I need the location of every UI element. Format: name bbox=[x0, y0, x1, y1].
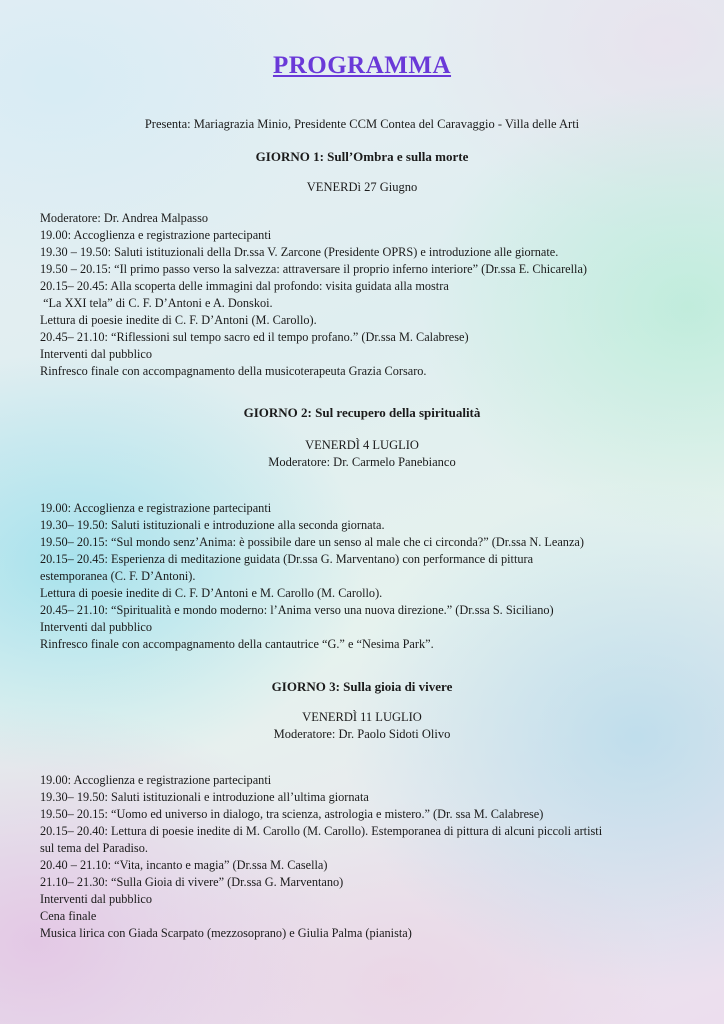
schedule-line: 19.00: Accoglienza e registrazione partecipanti bbox=[40, 228, 272, 242]
schedule-line: Musica lirica con Giada Scarpato (mezzosoprano) e Giulia Palma (pianista) bbox=[40, 926, 412, 940]
day3-schedule bbox=[40, 772, 700, 942]
schedule-line: 19.50– 20.15: “Uomo ed universo in dialogo, tra scienza, astrologia e mistero.” (Dr. ssa M. Calabrese) bbox=[40, 807, 544, 821]
schedule-line: Interventi dal pubblico bbox=[40, 892, 153, 906]
schedule-line: Rinfresco finale con accompagnamento della musicoterapeuta Grazia Corsaro. bbox=[40, 364, 427, 378]
schedule-line: Moderatore: Dr. Andrea Malpasso bbox=[40, 211, 209, 225]
schedule-line: Rinfresco finale con accompagnamento della cantautrice “G.” e “Nesima Park”. bbox=[40, 637, 434, 651]
day3-heading: GIORNO 3: Sulla gioia di vivere bbox=[271, 679, 453, 694]
schedule-line: 20.15– 20.45: Esperienza di meditazione guidata (Dr.ssa G. Marventano) con performance di pittura bbox=[40, 552, 534, 566]
schedule-line: 20.45– 21.10: “Riflessioni sul tempo sacro ed il tempo profano.” (Dr.ssa M. Calabrese) bbox=[40, 330, 469, 344]
schedule-line: 19.30 – 19.50: Saluti istituzionali della Dr.ssa V. Zarcone (Presidente OPRS) e introduzione alle giornate. bbox=[40, 245, 559, 259]
page-title: PROGRAMMA bbox=[272, 52, 452, 79]
schedule-line: Cena finale bbox=[40, 909, 97, 923]
schedule-line: 19.00: Accoglienza e registrazione partecipanti bbox=[40, 773, 272, 787]
schedule-line: 19.30– 19.50: Saluti istituzionali e introduzione all’ultima giornata bbox=[40, 790, 369, 804]
day1-schedule bbox=[40, 210, 700, 380]
day1-date: VENERDì 27 Giugno bbox=[306, 180, 418, 194]
schedule-line: sul tema del Paradiso. bbox=[40, 841, 148, 855]
schedule-line: 20.15– 20.45: Alla scoperta delle immagini dal profondo: visita guidata alla mostra bbox=[40, 279, 449, 293]
day2-schedule bbox=[40, 500, 700, 653]
schedule-line: 20.45– 21.10: “Spiritualità e mondo moderno: l’Anima verso una nuova direzione.” (Dr.ssa S. Siciliano) bbox=[40, 603, 554, 617]
day2-heading: GIORNO 2: Sul recupero della spiritualità bbox=[243, 405, 481, 420]
schedule-line: estemporanea (C. F. D’Antoni). bbox=[40, 569, 196, 583]
schedule-line: 19.50– 20.15: “Sul mondo senz’Anima: è possibile dare un senso al male che ci circonda?” (Dr.ssa N. Leanza) bbox=[40, 535, 584, 549]
schedule-line: 19.30– 19.50: Saluti istituzionali e introduzione alla seconda giornata. bbox=[40, 518, 385, 532]
schedule-line: 19.50 – 20.15: “Il primo passo verso la salvezza: attraversare il proprio inferno interiore” (Dr.ssa E. Chicarella) bbox=[40, 262, 588, 276]
schedule-line: Interventi dal pubblico bbox=[40, 620, 153, 634]
schedule-line: 20.15– 20.40: Lettura di poesie inedite di M. Carollo (M. Carollo). Estemporanea di pittura di alcuni piccoli artisti bbox=[40, 824, 603, 838]
schedule-line: Lettura di poesie inedite di C. F. D’Antoni (M. Carollo). bbox=[40, 313, 317, 327]
schedule-line: 20.40 – 21.10: “Vita, incanto e magia” (Dr.ssa M. Casella) bbox=[40, 858, 328, 872]
schedule-line: 19.00: Accoglienza e registrazione partecipanti bbox=[40, 501, 272, 515]
day2-date: VENERDÌ 4 LUGLIO bbox=[305, 438, 419, 452]
day1-heading: GIORNO 1: Sull’Ombra e sulla morte bbox=[255, 149, 469, 164]
schedule-line: Interventi dal pubblico bbox=[40, 347, 153, 361]
day2-moderator: Moderatore: Dr. Carmelo Panebianco bbox=[268, 455, 456, 469]
schedule-line: Lettura di poesie inedite di C. F. D’Antoni e M. Carollo (M. Carollo). bbox=[40, 586, 383, 600]
schedule-line: 21.10– 21.30: “Sulla Gioia di vivere” (Dr.ssa G. Marventano) bbox=[40, 875, 344, 889]
schedule-line: “La XXI tela” di C. F. D’Antoni e A. Donskoi. bbox=[40, 296, 273, 310]
day3-moderator: Moderatore: Dr. Paolo Sidoti Olivo bbox=[273, 727, 451, 741]
day3-date: VENERDÌ 11 LUGLIO bbox=[302, 710, 422, 724]
presenter-line: Presenta: Mariagrazia Minio, Presidente CCM Contea del Caravaggio - Villa delle Arti bbox=[144, 117, 580, 131]
